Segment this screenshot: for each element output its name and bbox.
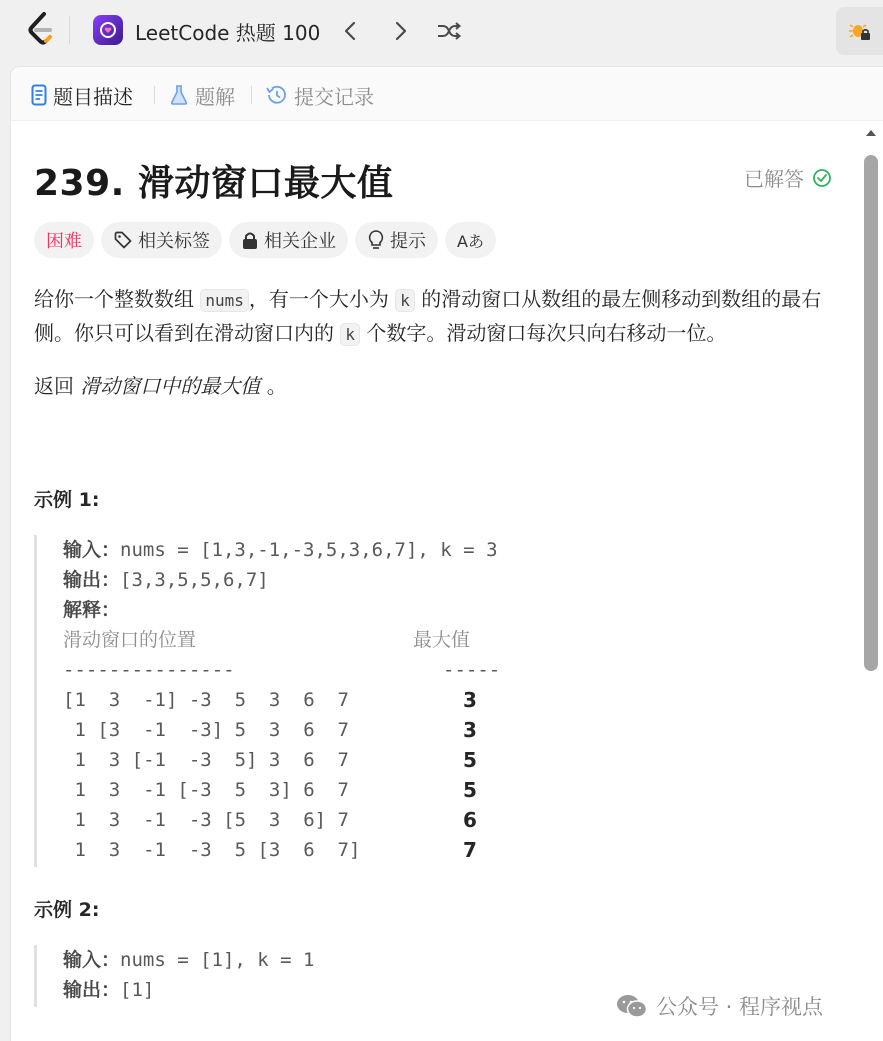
window-cell: 1 3 [-1 -3 5] 3 6 7 <box>63 749 349 771</box>
desc-text: 返回 <box>34 374 74 398</box>
solved-label: 已解答 <box>744 167 804 191</box>
max-cell: 3 <box>463 688 477 712</box>
tab-divider <box>154 86 155 104</box>
output-value: [1] <box>120 979 155 1001</box>
inline-code: nums <box>200 289 249 312</box>
window-cell: 1 [3 -1 -3] 5 3 6 7 <box>63 719 349 741</box>
related-companies-label: 相关企业 <box>264 231 336 252</box>
description-paragraph-2 <box>34 370 844 403</box>
explain-label: 解释： <box>63 599 121 621</box>
window-cell: [1 3 -1] -3 5 3 6 7 <box>63 689 349 711</box>
top-bar <box>0 0 883 62</box>
bug-lock-icon <box>848 19 872 43</box>
max-cell: 3 <box>463 718 477 742</box>
next-problem-button[interactable] <box>385 15 417 47</box>
desc-text: 。 <box>266 374 287 398</box>
output-label: 输出： <box>63 979 121 1001</box>
desc-text: 给你一个整数数组 <box>34 287 194 311</box>
related-tags-label: 相关标签 <box>138 231 210 252</box>
desc-text: 个数字。滑动窗口每次只向右移动一位。 <box>366 321 727 345</box>
max-cell: 5 <box>463 778 477 802</box>
problem-panel <box>10 66 883 1041</box>
tab-submissions[interactable] <box>264 81 374 109</box>
tag-row <box>34 222 496 258</box>
debug-lock-button[interactable] <box>836 7 883 55</box>
description-paragraph-1 <box>34 283 844 351</box>
problem-title: 239. 滑动窗口最大值 <box>34 163 394 204</box>
tab-divider <box>251 86 252 104</box>
output-label: 输出： <box>63 569 121 591</box>
table-row <box>63 685 754 715</box>
hints-button[interactable] <box>355 222 438 258</box>
max-column-header: 最大值 <box>413 629 471 651</box>
desc-text: ，有一个大小为 <box>248 287 389 311</box>
input-value: nums = [1,3,-1,-3,5,3,6,7], k = 3 <box>120 539 498 561</box>
example-1-heading: 示例 1: <box>34 489 100 511</box>
leetcode-logo-icon[interactable] <box>26 12 58 48</box>
window-cell: 1 3 -1 -3 5 [3 6 7] <box>63 839 361 861</box>
desc-text: 的滑动窗口从数组的最左侧移动到数组的最右侧。你只可以看到在滑动窗口内的 <box>34 287 822 345</box>
table-row <box>63 745 754 775</box>
tab-description-label: 题目描述 <box>53 84 133 109</box>
max-cell: 7 <box>463 838 477 862</box>
tab-submissions-label: 提交记录 <box>294 84 374 109</box>
hints-label: 提示 <box>390 231 426 252</box>
difficulty-badge <box>34 222 94 258</box>
lock-icon <box>241 230 259 250</box>
table-row <box>63 715 754 745</box>
tag-icon <box>113 230 133 250</box>
table-row <box>63 775 754 805</box>
inline-code: k <box>395 289 415 312</box>
history-icon <box>264 84 288 106</box>
watermark-text: 公众号 · 程序视点 <box>656 995 824 1019</box>
related-companies-button[interactable] <box>229 222 348 258</box>
max-cell: 6 <box>463 808 477 832</box>
prev-problem-button[interactable] <box>334 15 366 47</box>
tab-solutions[interactable] <box>169 81 235 109</box>
input-value: nums = [1], k = 1 <box>120 949 315 971</box>
scroll-up-arrow-icon[interactable] <box>866 130 876 136</box>
table-row <box>63 805 754 835</box>
tab-bar <box>11 67 883 121</box>
example-1-block <box>34 535 754 867</box>
tab-solutions-label: 题解 <box>195 84 235 109</box>
window-column-header: 滑动窗口的位置 <box>63 629 197 651</box>
scrollbar-thumb[interactable] <box>864 155 878 671</box>
desc-emphasis: 滑动窗口中的最大值 <box>80 374 261 398</box>
shuffle-icon[interactable] <box>433 15 465 47</box>
watermark <box>616 991 823 1021</box>
lightbulb-icon <box>367 229 385 251</box>
window-cell: 1 3 -1 [-3 5 3] 6 7 <box>63 779 349 801</box>
flask-icon <box>169 84 189 106</box>
max-cell: 5 <box>463 748 477 772</box>
document-icon <box>31 84 47 106</box>
check-circle-icon <box>812 168 832 188</box>
table-row <box>63 835 754 865</box>
input-label: 输入： <box>63 539 121 561</box>
wechat-icon <box>616 993 648 1019</box>
solved-status <box>744 163 832 192</box>
top-divider <box>69 16 70 44</box>
study-plan-title[interactable]: LeetCode 热题 100 <box>135 21 321 45</box>
translate-button[interactable] <box>445 222 496 258</box>
inline-code: k <box>340 323 360 346</box>
related-tags-button[interactable] <box>101 222 222 258</box>
output-value: [3,3,5,5,6,7] <box>120 569 269 591</box>
translate-icon: Aあ <box>457 231 484 251</box>
input-label: 输入： <box>63 949 121 971</box>
example-2-heading: 示例 2: <box>34 899 100 921</box>
window-cell: 1 3 -1 -3 [5 3 6] 7 <box>63 809 349 831</box>
study-plan-icon[interactable] <box>93 15 123 45</box>
max-rule: ----- <box>443 659 501 681</box>
tab-description[interactable] <box>31 81 133 109</box>
difficulty-label: 困难 <box>46 231 82 252</box>
window-rule: --------------- <box>63 659 235 681</box>
